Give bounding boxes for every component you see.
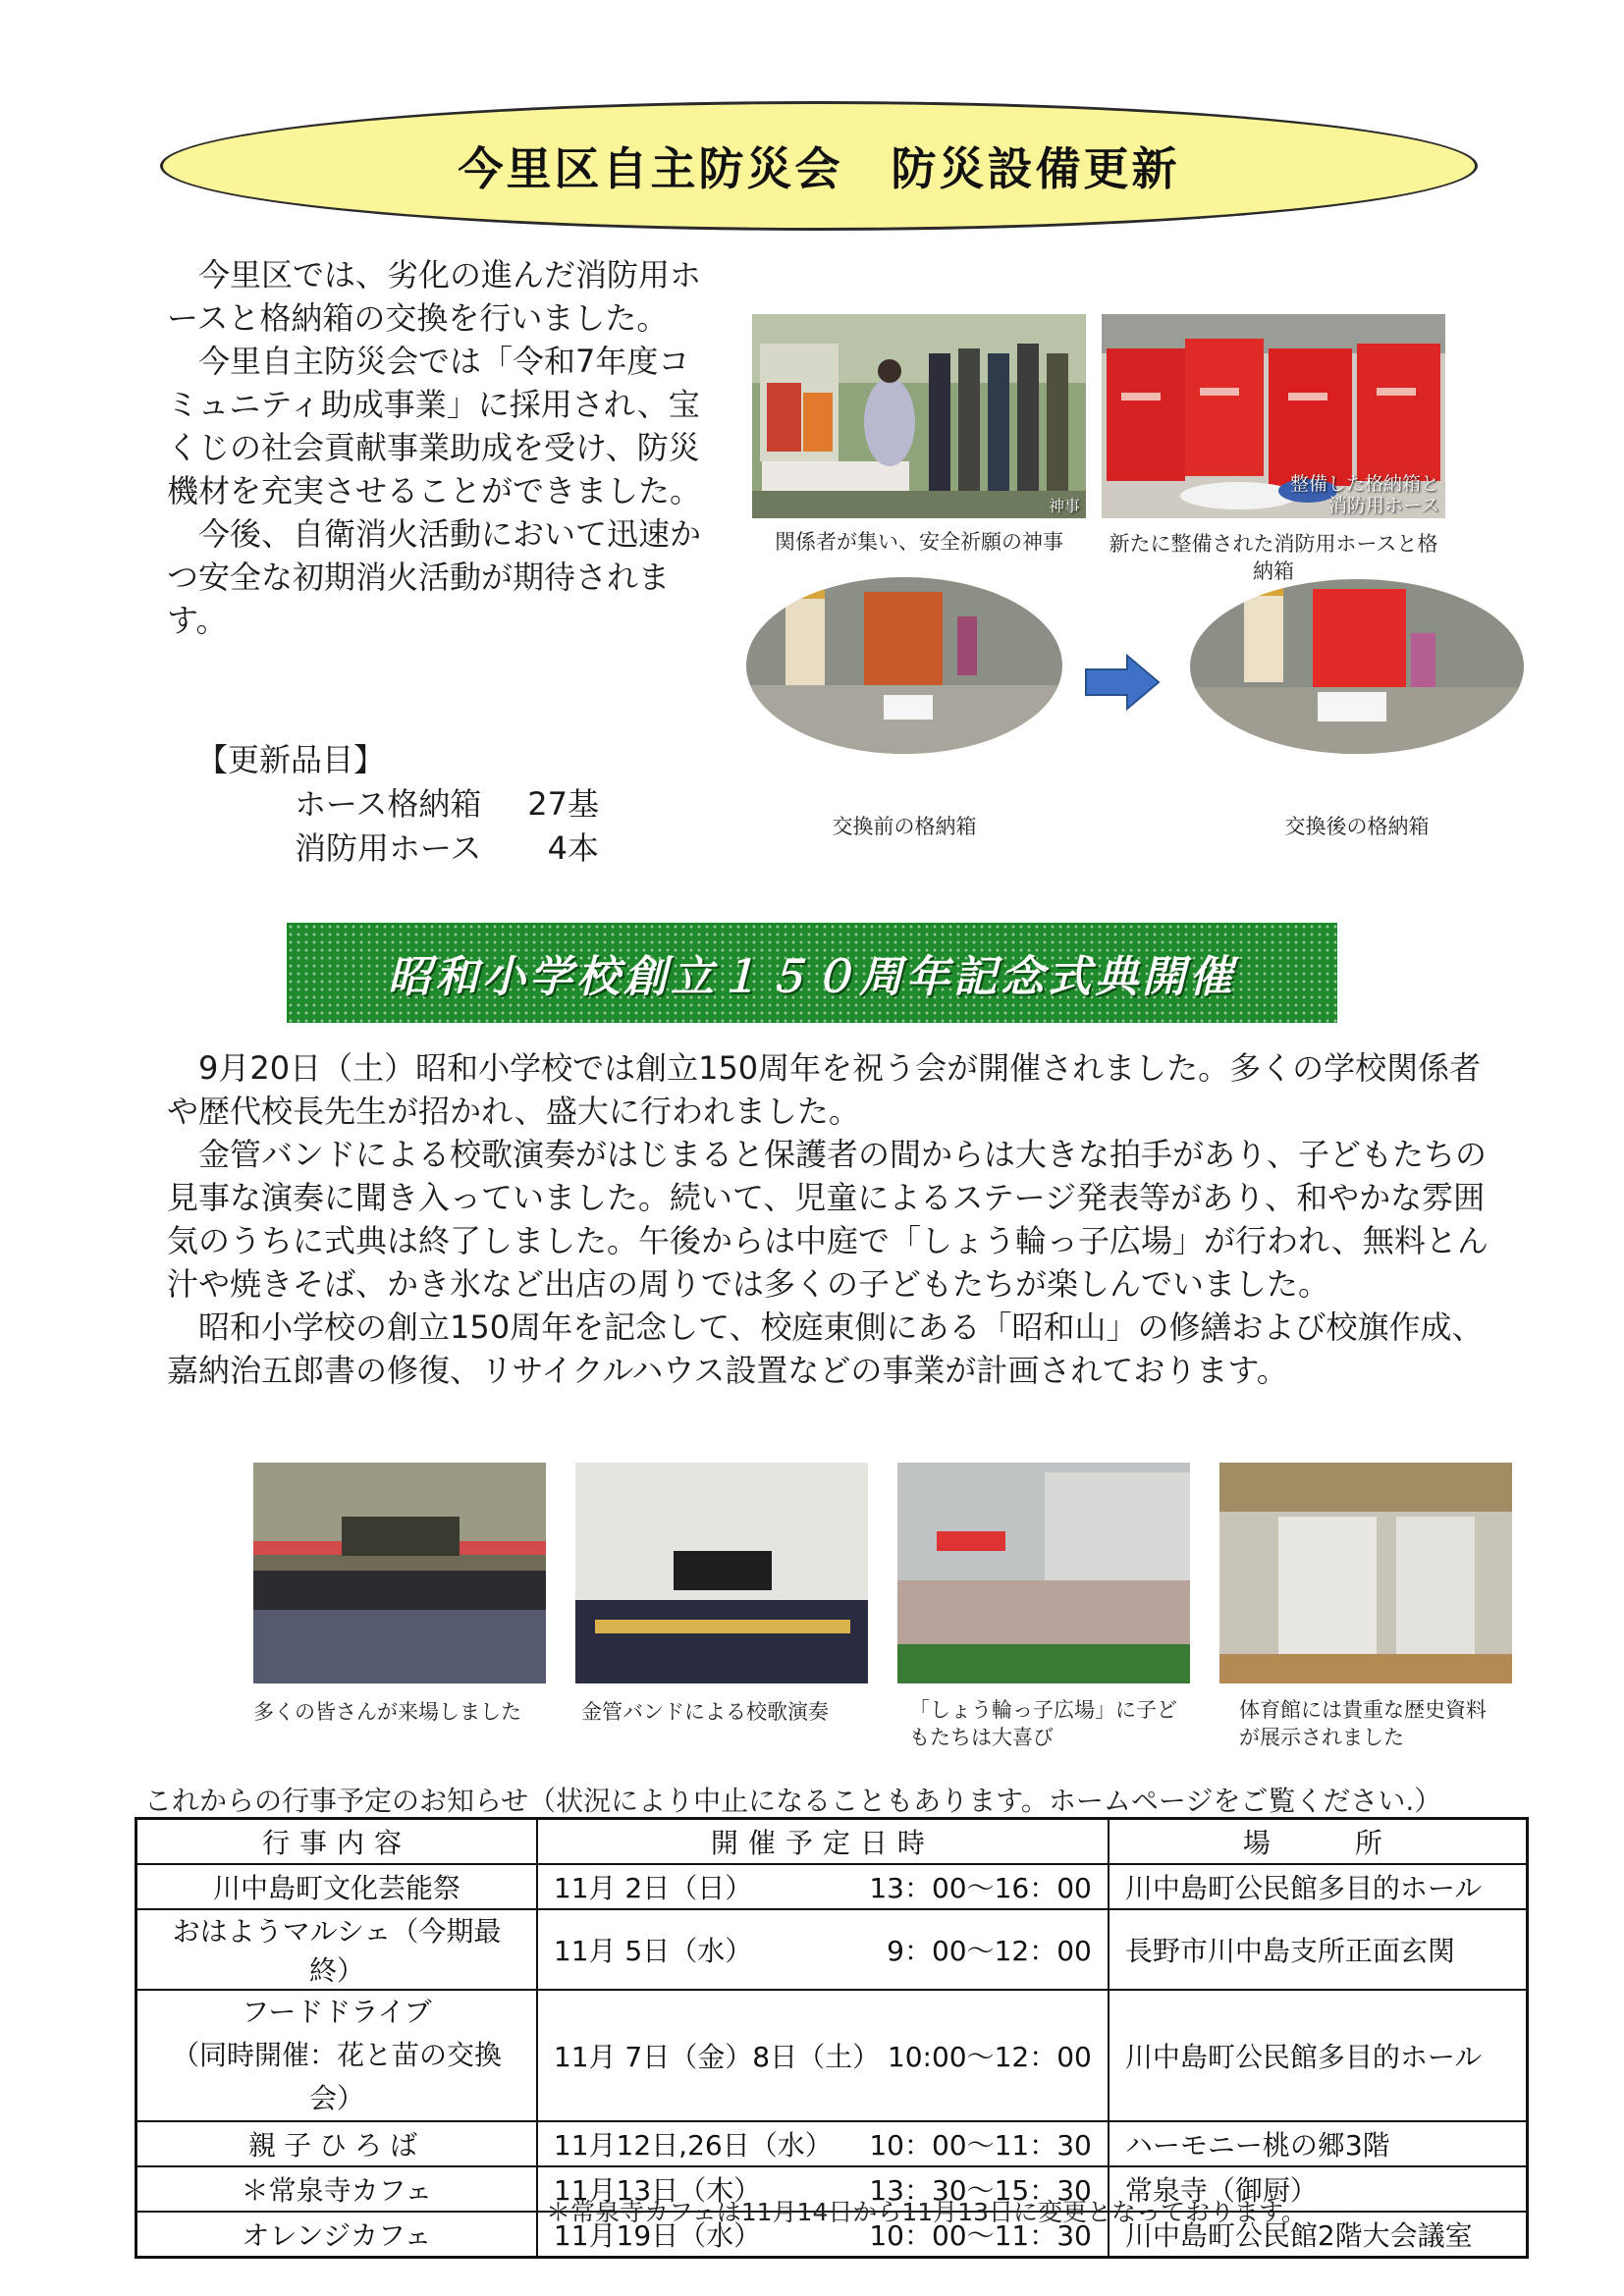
item-row — [295, 827, 599, 870]
event-name: ＊常泉寺カフェ — [136, 2166, 537, 2212]
event-time: 10：00～11：30 — [869, 2219, 1092, 2252]
photo-overlay-text: 神事 — [1048, 497, 1080, 515]
section1-title-ellipse — [160, 101, 1478, 231]
right-arrow-icon — [1084, 654, 1161, 715]
event-time: 10:00～12：00 — [887, 2041, 1092, 2073]
table-row — [136, 1990, 1528, 2121]
section2-paragraph: 金管バンドによる校歌演奏がはじまると保護者の間からは大きな拍手があり、子どもたちの見事な演奏に聞き入っていました。続いて、児童によるステージ発表等があり、和やかな雰囲気のうちに式典は終了しました。午後からは中庭で「しょう輪っ子広場」が行われ、無料とん汁や焼きそば、かき氷など出店の周りでは多くの子どもたちが楽しんでいました。 — [167, 1136, 1489, 1303]
event-place: 川中島町公民館多目的ホール — [1109, 1864, 1528, 1909]
event-date: 11月 7日（金）8日（土） — [553, 2041, 881, 2073]
event-time: 9：00～12：00 — [887, 1935, 1092, 1967]
photo-caption: 交換前の格納箱 — [832, 815, 977, 838]
section1-paragraph: 今里自主防災会では「令和7年度コミュニティ助成事業」に採用され、宝くじの社会貢献事業助成を受け、防災機材を充実させることができました。 — [167, 343, 702, 509]
event-place: 川中島町公民館多目的ホール — [1109, 1990, 1528, 2121]
event-name-line: フードドライブ — [242, 1996, 432, 2028]
photo-overlay-text: 整備した格納箱と 消防用ホース — [1289, 473, 1439, 516]
section1-body — [167, 253, 715, 642]
school-plaza-photo — [897, 1463, 1190, 1683]
event-name: 川中島町文化芸能祭 — [136, 1864, 537, 1909]
event-date: 11月13日（木） — [553, 2174, 762, 2207]
event-date: 11月12日,26日（水） — [553, 2129, 833, 2162]
event-time: 13：00～16：00 — [869, 1872, 1092, 1904]
item-row — [295, 782, 599, 826]
events-heading: これからの行事予定のお知らせ（状況により中止になることもあります。ホームページをご覧ください.） — [144, 1785, 1442, 1817]
item-name: 消防用ホース — [295, 829, 482, 867]
event-datetime — [537, 2121, 1109, 2166]
history-exhibit-photo — [1219, 1463, 1512, 1683]
photo-caption: 体育館には貴重な歴史資料が展示されました — [1239, 1698, 1487, 1749]
table-row — [136, 1909, 1528, 1990]
event-place: 川中島町公民館2階大会議室 — [1109, 2212, 1528, 2258]
section1-paragraph: 今里区では、劣化の進んだ消防用ホースと格納箱の交換を行いました。 — [167, 256, 702, 337]
event-place: ハーモニー桃の郷3階 — [1109, 2121, 1528, 2166]
events-footnote: ＊常泉寺カフェは11月14日から11月13日に変更となっております。 — [546, 2198, 1306, 2226]
photo-caption: 新たに整備された消防用ホースと格納箱 — [1109, 532, 1438, 583]
photo-caption: 関係者が集い、安全祈願の神事 — [775, 530, 1063, 554]
event-datetime — [537, 1909, 1109, 1990]
column-header: 行事内容 — [136, 1819, 537, 1865]
event-date: 11月 2日（日） — [553, 1872, 753, 1904]
event-date: 11月19日（水） — [553, 2219, 762, 2252]
brass-band-photo — [575, 1463, 868, 1683]
column-header: 開催予定日時 — [537, 1819, 1109, 1865]
item-qty: 4本 — [547, 829, 599, 867]
event-name: おはようマルシェ（今期最終） — [136, 1909, 537, 1990]
hose-boxes-photo — [1102, 314, 1445, 518]
before-box-photo — [746, 577, 1062, 754]
section1-title: 今里区自主防災会 防災設備更新 — [458, 142, 1180, 195]
audience-photo — [253, 1463, 546, 1683]
event-name-subline: （同時開催：花と苗の交換会） — [171, 2039, 502, 2114]
column-header: 場 所 — [1109, 1819, 1528, 1865]
table-row — [136, 1864, 1528, 1909]
item-qty: 27基 — [527, 785, 599, 823]
section2-paragraph: 9月20日（土）昭和小学校では創立150周年を祝う会が開催されました。多くの学校関係者や歴代校長先生が招かれ、盛大に行われました。 — [167, 1049, 1482, 1130]
event-name: 親子ひろば — [136, 2121, 537, 2166]
section2-body — [167, 1046, 1490, 1392]
photo-caption: 交換後の格納箱 — [1284, 815, 1430, 838]
table-row — [136, 2121, 1528, 2166]
event-time: 10：00～11：30 — [869, 2129, 1092, 2162]
event-name: オレンジカフェ — [136, 2212, 537, 2258]
event-name — [136, 1990, 537, 2121]
section2-paragraph: 昭和小学校の創立150周年を記念して、校庭東側にある「昭和山」の修繕および校旗作成、嘉納治五郎書の修復、リサイクルハウス設置などの事業が計画されております。 — [167, 1308, 1484, 1389]
section1-paragraph: 今後、自衛消火活動において迅速かつ安全な初期消火活動が期待されます。 — [167, 515, 702, 639]
photo-caption: 多くの皆さんが来場しました — [253, 1700, 521, 1724]
ceremony-photo — [752, 314, 1086, 518]
section2-title-banner — [287, 923, 1337, 1023]
after-box-photo — [1190, 579, 1524, 754]
event-date: 11月 5日（水） — [553, 1935, 753, 1967]
item-name: ホース格納箱 — [295, 785, 482, 823]
event-place: 長野市川中島支所正面玄関 — [1109, 1909, 1528, 1990]
photo-caption: 金管バンドによる校歌演奏 — [581, 1700, 829, 1724]
event-place: 常泉寺（御厨） — [1109, 2166, 1528, 2212]
items-heading: 【更新品目】 — [196, 741, 386, 778]
section2-title: 昭和小学校創立１５０周年記念式典開催 — [388, 952, 1236, 1002]
event-datetime — [537, 1864, 1109, 1909]
table-header-row — [136, 1819, 1528, 1865]
event-time: 13：30～15：30 — [869, 2174, 1092, 2207]
photo-caption: 「しょう輪っ子広場」に子どもたちは大喜び — [909, 1698, 1177, 1749]
event-datetime — [537, 1990, 1109, 2121]
